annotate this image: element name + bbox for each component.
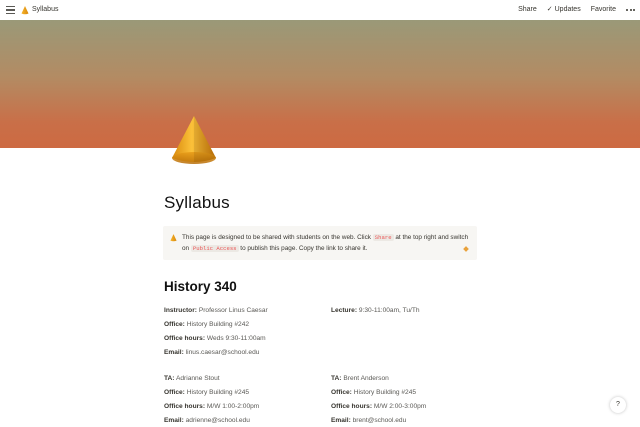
updates-button[interactable] xyxy=(547,4,581,16)
callout-block[interactable] xyxy=(163,226,477,260)
office-hours-label: Office hours: xyxy=(164,335,206,342)
lecture-row xyxy=(331,306,420,316)
ta-name: Brent Anderson xyxy=(343,375,389,382)
ta-hours-row xyxy=(331,402,426,412)
office-label: Office: xyxy=(164,321,185,328)
ta-email-label: Email: xyxy=(331,417,351,424)
top-bar xyxy=(0,0,640,20)
ta-office-label: Office: xyxy=(331,389,352,396)
callout-text xyxy=(182,232,472,254)
ta-email-value: adrienne@school.edu xyxy=(185,417,250,424)
menu-icon[interactable] xyxy=(6,6,15,14)
email-label: Email: xyxy=(164,349,184,356)
ta-email-row xyxy=(164,416,250,426)
favorite-button[interactable]: Favorite xyxy=(590,6,616,13)
instructor-value: Professor Linus Caesar xyxy=(198,307,268,314)
course-heading[interactable]: History 340 xyxy=(164,279,237,294)
ta-row xyxy=(331,374,389,384)
ta-office-label: Office: xyxy=(164,389,185,396)
callout-text-part: to publish this page. Copy the link to share it. xyxy=(238,245,368,252)
ta-office-row xyxy=(164,388,249,398)
lecture-label: Lecture: xyxy=(331,307,358,314)
cone-icon xyxy=(170,234,177,242)
email-row xyxy=(164,348,259,358)
ta-email-value: brent@school.edu xyxy=(352,417,407,424)
page-title[interactable]: Syllabus xyxy=(164,193,230,212)
ta-hours-value: M/W 2:00-3:00pm xyxy=(373,403,427,410)
updates-label: Updates xyxy=(554,6,581,13)
breadcrumb-page-title: Syllabus xyxy=(32,6,59,13)
ta-hours-row xyxy=(164,402,259,412)
share-button[interactable]: Share xyxy=(518,6,537,13)
ta-office-value: History Building #245 xyxy=(353,389,417,396)
page-cover[interactable] xyxy=(0,20,640,148)
more-options-icon[interactable] xyxy=(626,9,635,11)
lecture-value: 9:30-11:00am, Tu/Th xyxy=(358,307,420,314)
ta-row xyxy=(164,374,220,384)
cone-icon xyxy=(21,6,29,15)
callout-text-part: This page is designed to be shared with students on the web. Click xyxy=(182,234,373,241)
office-value: History Building #242 xyxy=(186,321,250,328)
office-row xyxy=(164,320,249,330)
ta-email-row xyxy=(331,416,406,426)
ta-hours-label: Office hours: xyxy=(164,403,206,410)
ta-hours-label: Office hours: xyxy=(331,403,373,410)
ta-email-label: Email: xyxy=(164,417,184,424)
callout-text-part: at the top right and switch on xyxy=(182,234,469,252)
cone-icon[interactable] xyxy=(170,114,218,168)
ta-name: Adrianne Stout xyxy=(175,375,220,382)
ta-office-value: History Building #245 xyxy=(186,389,250,396)
share-code: Share xyxy=(374,234,392,241)
instructor-row xyxy=(164,306,268,316)
office-hours-value: Weds 9:30-11:00am xyxy=(206,335,266,342)
ta-hours-value: M/W 1:00-2:00pm xyxy=(206,403,260,410)
ta-office-row xyxy=(331,388,416,398)
office-hours-row xyxy=(164,334,266,344)
check-icon: ✓ xyxy=(546,6,553,13)
instructor-label: Instructor: xyxy=(164,307,197,314)
breadcrumb[interactable] xyxy=(21,4,58,16)
ta-label: TA: xyxy=(331,375,342,382)
help-button[interactable]: ? xyxy=(610,397,626,413)
ta-label: TA: xyxy=(164,375,175,382)
public-access-code: Public Access xyxy=(192,245,237,252)
email-value: linus.caesar@school.edu xyxy=(185,349,260,356)
